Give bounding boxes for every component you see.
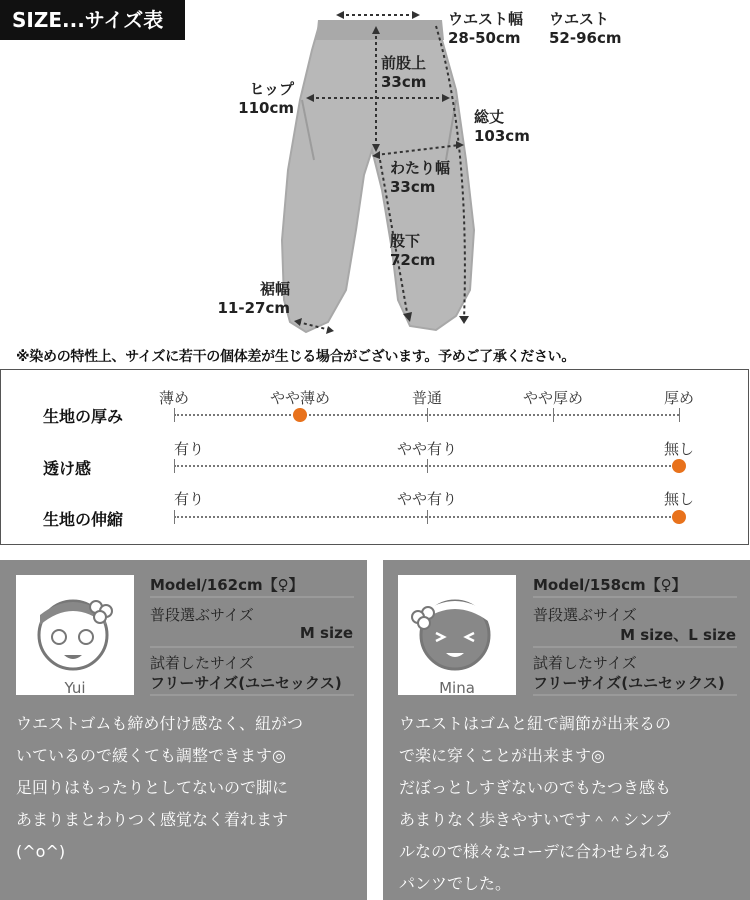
pants-illustration: [260, 0, 490, 340]
comment-line: だぼっとしすぎないのでもたつき感も: [399, 778, 672, 797]
avatar: [16, 575, 134, 695]
scale-tick: [553, 408, 554, 422]
divider: [533, 694, 737, 696]
tried-size-label: 試着したサイズ: [533, 654, 637, 672]
scale-tick-label: やや厚め: [522, 389, 584, 407]
model-height: Model/162cm【♀】: [150, 576, 304, 594]
scale-tick-label: 有り: [174, 490, 205, 508]
divider: [150, 596, 354, 598]
tried-size-value: フリーサイズ(ユニセックス): [533, 674, 725, 692]
scale-tick: [174, 408, 175, 422]
comment-line: (^o^): [16, 842, 66, 861]
scale-tick: [174, 459, 175, 473]
model-comment: [399, 708, 671, 900]
yui-face-icon: [16, 575, 134, 675]
waist-width-dimension: ウエスト幅 28-50cm: [448, 10, 524, 47]
waist-dimension: ウエスト 52-96cm: [549, 10, 622, 47]
avatar-name: Yui: [64, 679, 86, 697]
comment-line: 足回りはもったりとしてないので脚に: [16, 778, 289, 797]
divider: [533, 596, 737, 598]
size-chart-tag: SIZE...サイズ表: [0, 0, 185, 40]
inseam-dimension: 股下 72cm: [390, 232, 436, 269]
scale-label-stretch: 生地の伸縮: [43, 510, 124, 529]
scale-tick: [427, 510, 428, 524]
scale-label-thickness: 生地の厚み: [43, 407, 124, 426]
tried-size-value: フリーサイズ(ユニセックス): [150, 674, 342, 692]
size-note: ※染めの特性上、サイズに若干の個体差が生じる場合がございます。予めご了承ください。: [16, 349, 576, 365]
avatar: [398, 575, 516, 695]
model-height: Model/158cm【♀】: [533, 576, 687, 594]
comment-line: ルなので様々なコーデに合わせられる: [399, 842, 672, 861]
usual-size-label: 普段選ぶサイズ: [150, 606, 254, 624]
scale-tick-label: やや有り: [396, 490, 458, 508]
scale-tick: [427, 408, 428, 422]
comment-line: ウエストゴムも締め付け感なく、紐がつ: [16, 714, 304, 733]
scale-tick-label: やや有り: [396, 440, 458, 458]
scale-marker-thickness: [293, 408, 307, 422]
model-panel-yui: [0, 560, 367, 900]
comment-line: ウエストはゴムと紐で調節が出来るの: [399, 714, 672, 733]
scale-tick: [679, 408, 680, 422]
scale-tick-label: 無し: [663, 490, 695, 508]
divider: [150, 694, 354, 696]
total-length-dimension: 総丈 103cm: [474, 108, 530, 145]
model-comment: [16, 708, 303, 868]
scale-tick: [174, 510, 175, 524]
scale-marker-transparency: [672, 459, 686, 473]
front-rise-dimension: 前股上 33cm: [381, 54, 427, 91]
scale-label-transparency: 透け感: [43, 459, 92, 478]
scale-tick-label: 有り: [174, 440, 205, 458]
comment-line: パンツでした。: [399, 874, 512, 893]
model-panel-mina: [383, 560, 750, 900]
scale-tick-label: 普通: [411, 389, 443, 407]
usual-size-label: 普段選ぶサイズ: [533, 606, 637, 624]
scale-tick-label: やや薄め: [269, 389, 331, 407]
comment-line: いているので緩くても調整できます◎: [16, 746, 286, 765]
usual-size-value: M size、L size: [620, 626, 736, 644]
mina-face-icon: [398, 575, 516, 675]
hem-width-dimension: 裾幅 11-27cm: [217, 280, 290, 317]
tried-size-label: 試着したサイズ: [150, 654, 254, 672]
usual-size-value: M size: [299, 624, 353, 642]
thigh-width-dimension: わたり幅 33cm: [390, 159, 451, 196]
fabric-scale-box: [0, 369, 749, 545]
hip-dimension: ヒップ 110cm: [238, 80, 294, 117]
scale-tick: [427, 459, 428, 473]
comment-line: あまりなく歩きやすいです＾＾シンプ: [399, 810, 671, 829]
scale-tick-label: 厚め: [663, 389, 695, 407]
divider: [533, 646, 737, 648]
avatar-name: Mina: [439, 679, 475, 697]
scale-marker-stretch: [672, 510, 686, 524]
divider: [150, 646, 354, 648]
comment-line: で楽に穿くことが出来ます◎: [399, 746, 605, 765]
scale-tick-label: 無し: [663, 440, 695, 458]
comment-line: あまりまとわりつく感覚なく着れます: [16, 810, 289, 829]
scale-tick-label: 薄め: [158, 389, 190, 407]
